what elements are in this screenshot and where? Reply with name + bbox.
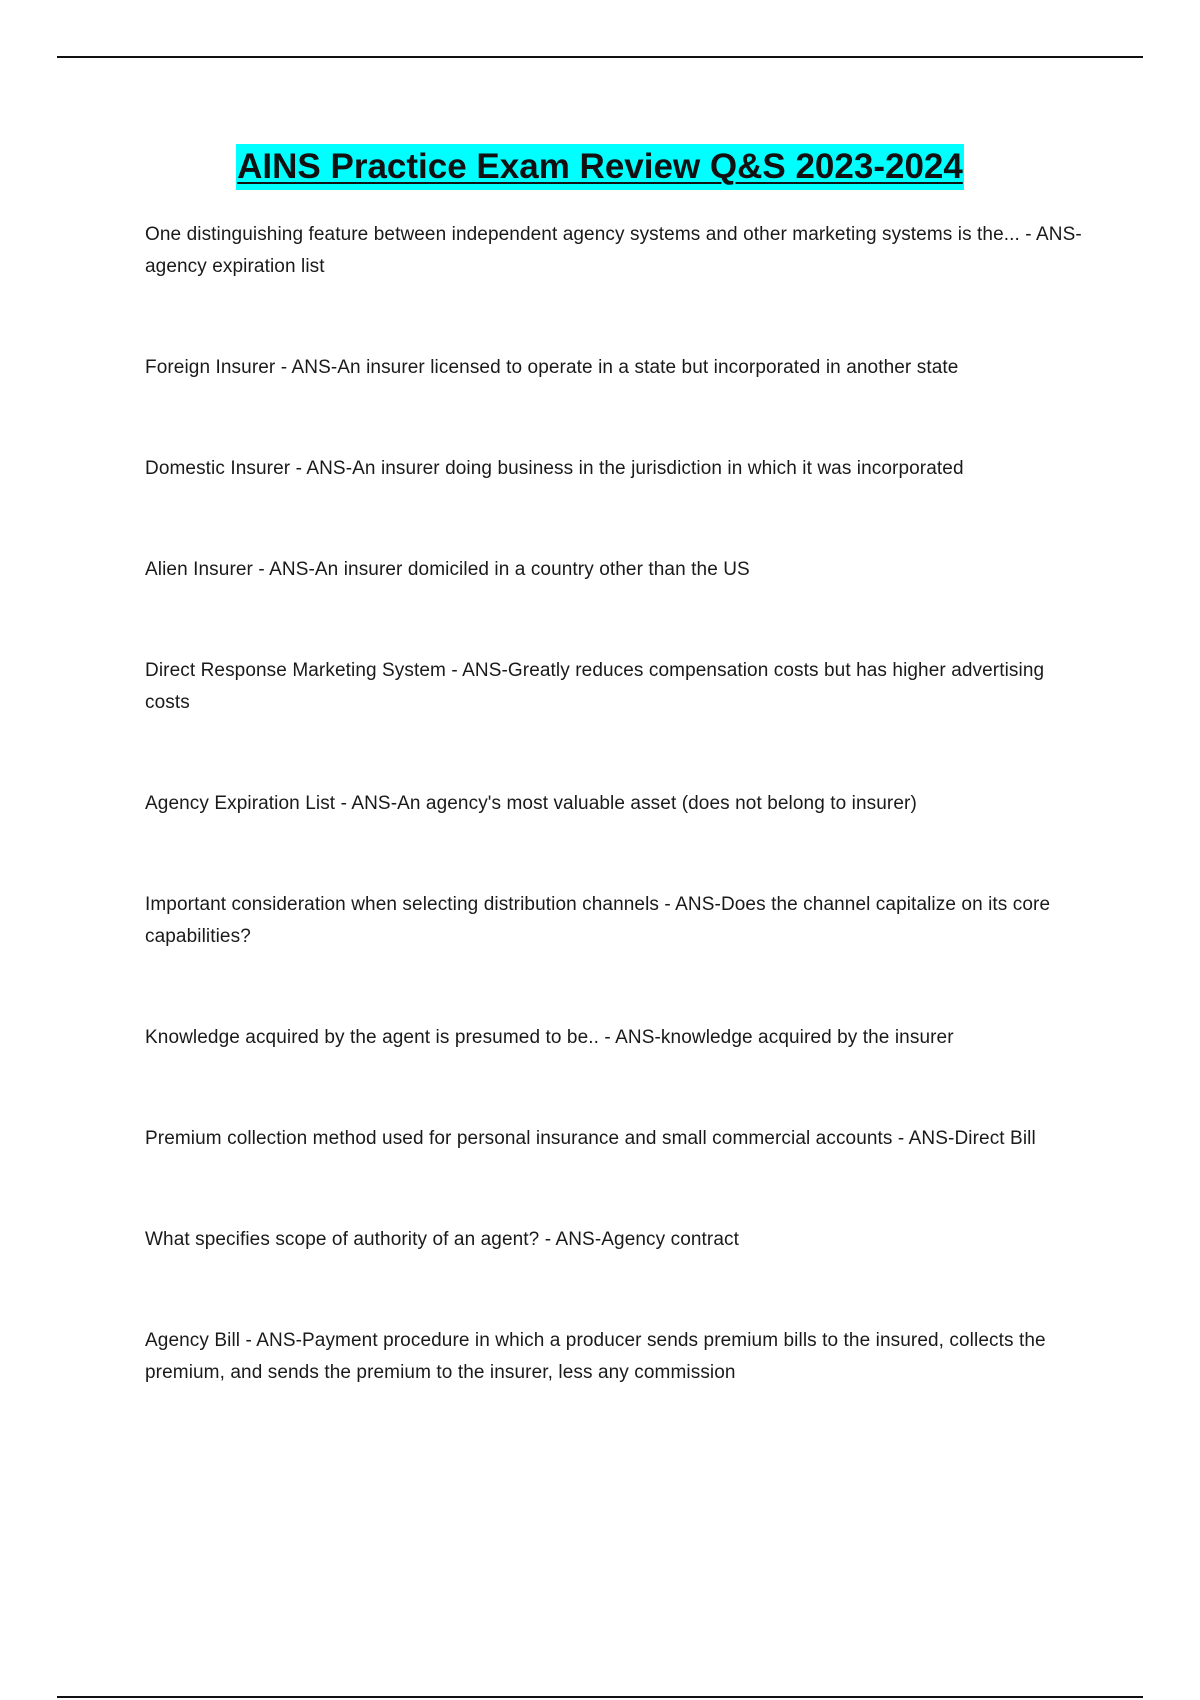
- qa-item: Agency Expiration List - ANS-An agency's most valuable asset (does not belong to insurer): [145, 793, 917, 814]
- qa-item: Premium collection method used for personal insurance and small commercial accounts - ANS-Direct Bill: [145, 1128, 1036, 1149]
- qa-item: Direct Response Marketing System - ANS-Greatly reduces compensation costs but has higher advertising costs: [145, 660, 1045, 713]
- qa-item: What specifies scope of authority of an agent? - ANS-Agency contract: [145, 1229, 739, 1250]
- qa-item: Important consideration when selecting distribution channels - ANS-Does the channel capitalize on its core capabilities?: [145, 894, 1051, 947]
- qa-item: Domestic Insurer - ANS-An insurer doing business in the jurisdiction in which it was incorporated: [145, 458, 964, 479]
- qa-item: Agency Bill - ANS-Payment procedure in which a producer sends premium bills to the insured, collects the premium, and sends the premium to the insurer, less any commission: [145, 1330, 1046, 1383]
- qa-item: One distinguishing feature between independent agency systems and other marketing systems is the... - ANS-agency expiration list: [145, 224, 1082, 277]
- footer-rule: [57, 1696, 1143, 1698]
- qa-item: Knowledge acquired by the agent is presumed to be.. - ANS-knowledge acquired by the insurer: [145, 1027, 954, 1048]
- header-rule: [57, 56, 1143, 58]
- title-container: [0, 144, 1200, 190]
- page-title: AINS Practice Exam Review Q&S 2023-2024: [236, 144, 964, 190]
- qa-item: Alien Insurer - ANS-An insurer domiciled in a country other than the US: [145, 559, 750, 580]
- qa-list: [145, 219, 1090, 1389]
- qa-item: Foreign Insurer - ANS-An insurer licensed to operate in a state but incorporated in another state: [145, 357, 959, 378]
